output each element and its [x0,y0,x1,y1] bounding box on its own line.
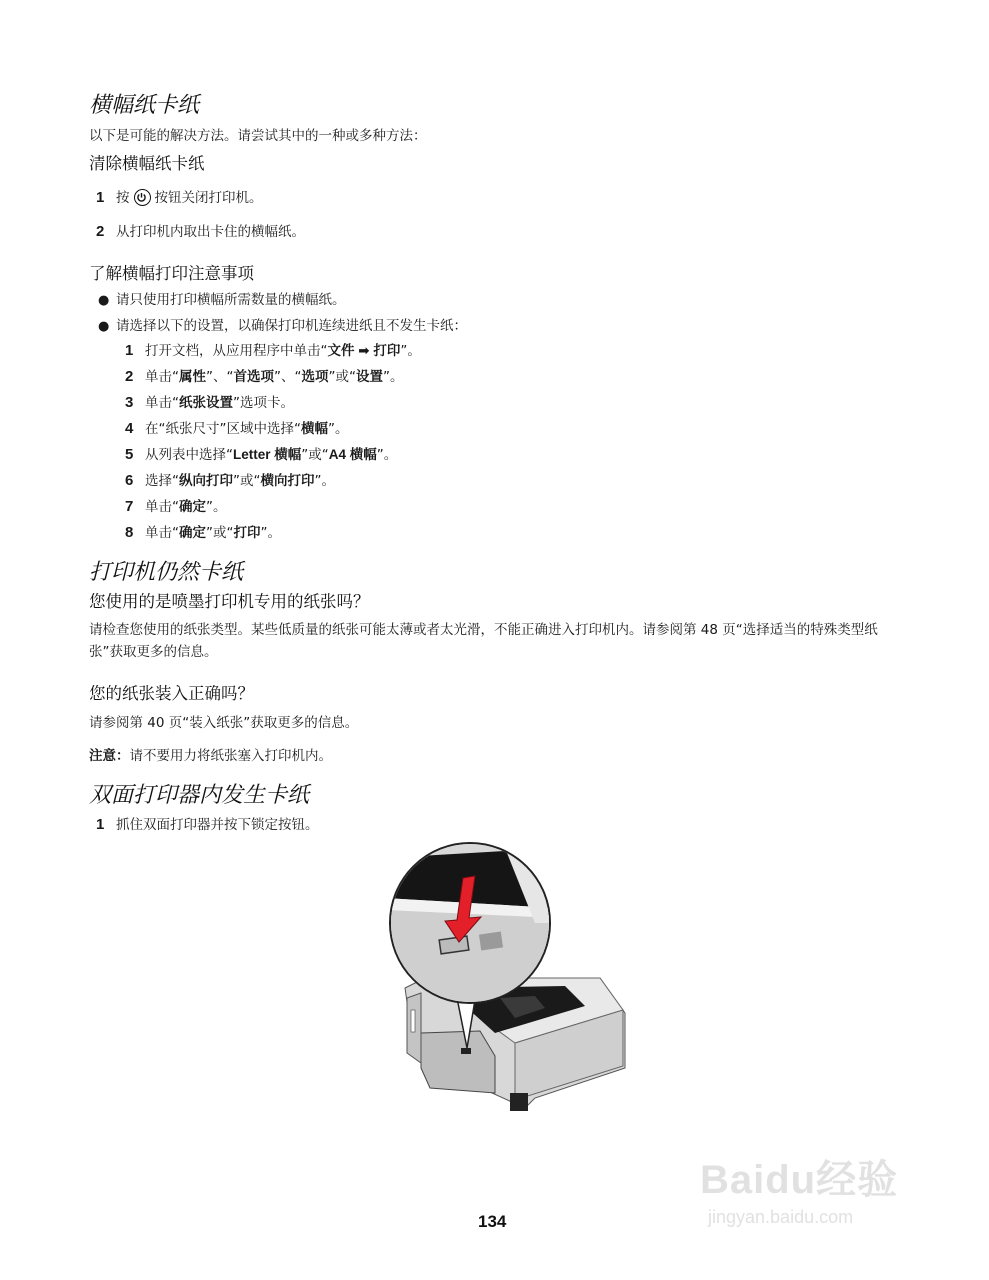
bullet-text: 请只使用打印横幅所需数量的横幅纸。 [116,292,346,308]
step-text: ”、“ [206,369,234,385]
step-number: 1 [96,189,105,206]
step-text: ”选项卡。 [233,395,294,411]
step-text: 单击“ [145,369,179,385]
option-label: 设置 [356,369,383,384]
note-label: 注意： [89,748,130,763]
bullet-icon: ● [98,319,110,334]
step-4 [125,417,348,437]
step-text: 选择“ [145,473,179,489]
option-label: 首选项 [233,369,274,384]
step-text: ”。 [260,525,281,541]
step-text: ”或“ [206,525,234,541]
subsection-title-clear: 清除横幅纸卡纸 [89,154,205,173]
step-text: 打开文档，从应用程序中单击“ [145,343,328,359]
step-number: 3 [125,394,134,411]
watermark [700,1148,898,1228]
step-1 [96,813,319,833]
step-number: 1 [125,342,134,359]
question-paper-type: 您使用的是喷墨打印机专用的纸张吗？ [89,592,370,611]
bullet-text: 请选择以下的设置，以确保打印机连续进纸且不发生卡纸： [116,318,467,334]
step-text: 在“纸张尺寸”区域中选择“ [145,421,301,437]
step-text: ”或“ [233,473,261,489]
step-text: 单击“ [145,525,179,541]
step-number: 2 [96,223,105,240]
step-text: 抓住双面打印器并按下锁定按钮。 [116,817,319,833]
step-text: ”。 [383,369,404,385]
step-1 [96,186,263,206]
menu-path: 文件 ➡ 打印 [327,343,401,358]
step-1 [125,339,421,359]
option-label: 确定 [179,499,206,514]
option-label: Letter 横幅 [233,447,302,462]
printer-body [405,978,625,1111]
option-label: 横向打印 [260,473,315,488]
step-number: 8 [125,524,134,541]
step-text: ”。 [206,499,227,515]
option-label: 打印 [233,525,261,540]
step-text: ”或“ [328,369,356,385]
step-3 [125,391,294,411]
step-2 [96,220,305,240]
note-text: 请不要用力将纸张塞入打印机内。 [129,748,332,764]
bullet-item [98,288,346,308]
step-text: 从打印机内取出卡住的横幅纸。 [116,224,305,240]
option-label: 横幅 [300,421,328,436]
intro-text: 以下是可能的解决方法。请尝试其中的一种或多种方法： [89,128,427,144]
step-number: 2 [125,368,134,385]
step-7 [125,495,227,515]
option-label: 属性 [179,369,206,384]
section-title-banner-jam: 横幅纸卡纸 [89,93,200,118]
step-8 [125,521,281,541]
subsection-title-tips: 了解横幅打印注意事项 [89,264,254,283]
section-title-duplex-jam: 双面打印器内发生卡纸 [89,783,310,808]
step-2 [125,365,404,385]
option-label: 选项 [301,369,329,384]
section-title-still-jam: 打印机仍然卡纸 [89,560,244,585]
step-number: 4 [125,420,134,437]
step-number: 6 [125,472,134,489]
step-text-pre: 按 [116,190,130,206]
bullet-item [98,314,467,334]
step-text: 单击“ [145,395,179,411]
duplex-unit-illustration [385,838,635,1118]
answer-paper-type: 请检查您使用的纸张类型。某些低质量的纸张可能太薄或者太光滑，不能正确进入打印机内。请参阅第 48 页“选择适当的特殊类型纸张”获取更多的信息。 [89,622,878,660]
step-text: ”。 [314,473,335,489]
note [89,744,332,764]
page-number: 134 [478,1212,507,1231]
option-label: 纸张设置 [179,395,233,410]
step-5 [125,443,397,463]
watermark-url: jingyan.baidu.com [708,1207,854,1227]
step-text: ”。 [376,447,398,463]
answer-paper-loaded: 请参阅第 40 页“装入纸张”获取更多的信息。 [89,715,359,731]
power-icon [134,189,151,206]
option-label: A4 横幅 [328,447,377,462]
step-number: 5 [125,446,134,463]
step-text-post: 按钮关闭打印机。 [154,190,263,206]
option-label: 确定 [179,525,206,540]
step-text: ”、“ [274,369,302,385]
step-text: 从列表中选择“ [145,447,233,463]
step-text: 单击“ [145,499,179,515]
question-paper-loaded: 您的纸张装入正确吗？ [89,684,254,703]
step-text: ”。 [400,343,421,359]
bullet-icon: ● [98,293,110,308]
step-text: ”或“ [301,447,329,463]
step-text: ”。 [327,421,349,437]
step-number: 1 [96,816,105,833]
step-6 [125,469,335,489]
step-number: 7 [125,498,134,515]
watermark-brand: Baidu经验 [700,1158,899,1202]
option-label: 纵向打印 [179,473,233,488]
